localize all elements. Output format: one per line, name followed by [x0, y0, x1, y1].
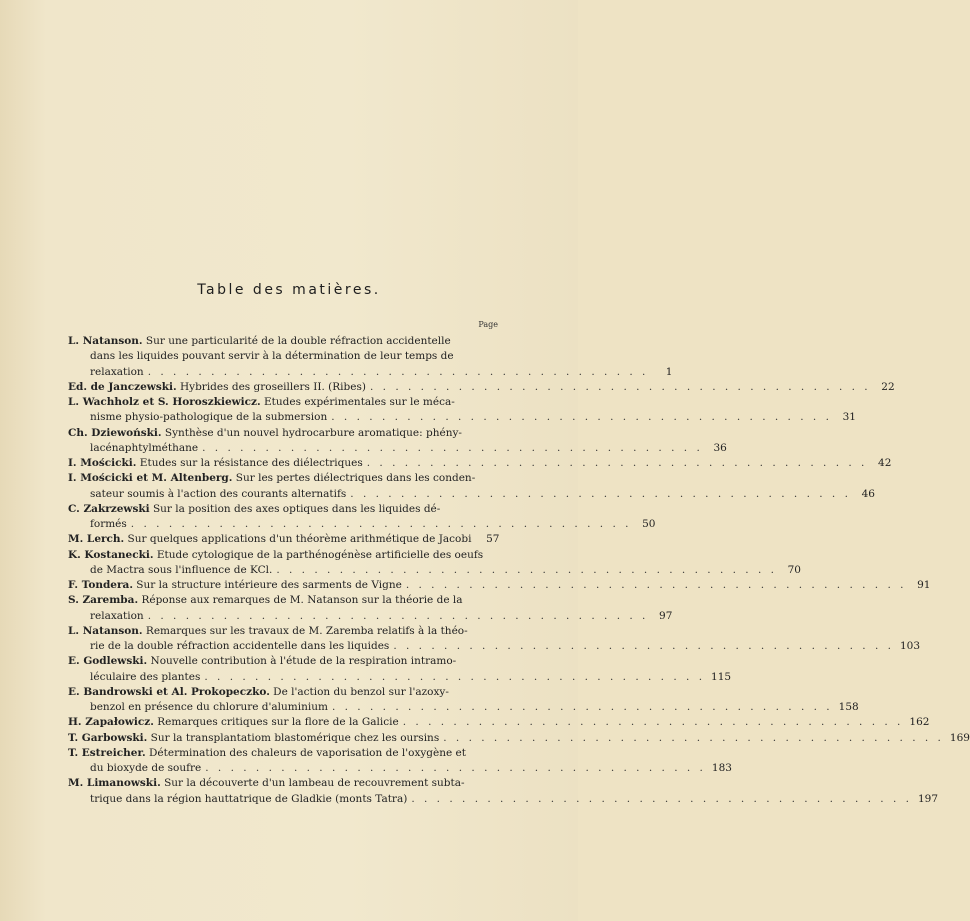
toc-title-group [90, 487, 346, 502]
toc-author: E. Bandrowski et Al. Prokopeczko. [68, 685, 270, 698]
toc-title-text: Synthèse d'un nouvel hydrocarbure aromatique: phény- [161, 426, 462, 439]
toc-entry-line [68, 746, 498, 761]
toc-title-text: Réponse aux remarques de M. Natanson sur la théorie de la [138, 594, 463, 607]
toc-entry-line [68, 776, 498, 791]
toc-entry [68, 334, 673, 380]
toc-title-group [68, 715, 399, 730]
toc-title-text: du bioxyde de soufre [90, 762, 202, 774]
toc-leader-dots: . . . . . . . . . . . . . . . . . . . . . . . . . . . . . . . . . . . . . . . . [276, 563, 777, 576]
toc-entry [68, 395, 856, 426]
toc-author: L. Natanson. [68, 624, 143, 637]
toc-title-text: Etudes sur la résistance des diélectriques [136, 457, 363, 469]
toc-author: I. Mościcki et M. Altenberg. [68, 472, 233, 485]
toc-entry [68, 715, 930, 730]
toc-leader-dots: . . . . . . . . . . . . . . . . . . . . . . . . . . . . . . . . . . . . . . . . [411, 792, 912, 805]
toc-title-text: nisme physio-pathologique de la submersion [90, 411, 328, 424]
toc-title-text: benzol en présence du chlorure d'aluminium [90, 701, 328, 713]
toc-title-text: relaxation [90, 609, 144, 622]
toc-title-group [90, 639, 389, 654]
toc-title-text: Sur la structure intérieure des sarments de Vigne [132, 579, 402, 591]
toc-page-number: 103 [900, 640, 921, 652]
toc-author: M. Limanowski. [68, 777, 161, 790]
toc-page-number: 70 [787, 563, 801, 576]
toc-entry [68, 746, 732, 777]
toc-entry-line [68, 563, 801, 578]
toc-title-group [68, 731, 439, 746]
toc-author: H. Zapałowicz. [68, 716, 154, 729]
toc-page-number: 57 [486, 533, 500, 546]
toc-leader-dots: . . . . . . . . . . . . . . . . . . . . . . . . . . . . . . . . . . . . . . . . [350, 487, 851, 500]
toc-title-group [68, 578, 402, 593]
toc-entry [68, 471, 875, 502]
toc-page-number: 197 [918, 792, 939, 805]
toc-entry-line [68, 456, 892, 471]
toc-author: F. Tondera. [68, 579, 133, 591]
toc-title-text: Etudes expérimentales sur le méca- [260, 396, 455, 408]
toc-author: S. Zaremba. [68, 594, 139, 607]
toc-leader-dots: . . . . . . . . . . . . . . . . . . . . . . . . . . . . . . . . . . . . . . . . [204, 670, 706, 683]
toc-entry [68, 380, 895, 395]
toc-entry-line [68, 426, 498, 441]
toc-title-text: Sur la découverte d'un lambeau de recouvrement subta- [160, 777, 465, 790]
toc-leader-dots: . . . . . . . . . . . . . . . . . . . . . . . . . . . . . . . . . . . . . . . . [202, 441, 703, 454]
page-title: Table des matières. [197, 282, 381, 298]
toc-entry-line [68, 517, 656, 532]
toc-title-text: trique dans la région hauttatrique de Gladkie (monts Tatra) [90, 792, 408, 805]
toc-title-text: Sur la transplantatiom blastomérique chez les oursins [147, 731, 440, 744]
toc-title-text: sateur soumis à l'action des courants alternatifs [90, 487, 347, 500]
toc-entry-line [68, 609, 673, 624]
toc-page-number: 42 [878, 457, 892, 469]
toc-author: M. Lerch. [68, 533, 125, 546]
toc-title-text: Sur la position des axes optiques dans les liquides dé- [149, 502, 441, 515]
toc-leader-dots: . . . . . . . . . . . . . . . . . . . . . . . . . . . . . . . . . . . . . . . . [443, 731, 944, 744]
toc-title-text: Détermination des chaleurs de vaporisation de l'oxygène et [145, 746, 466, 759]
toc-entry [68, 593, 673, 624]
toc-author: E. Godlewski. [68, 655, 148, 668]
toc-entry-line [68, 578, 931, 593]
toc-page-number: 115 [711, 670, 732, 683]
toc-leader-dots: . . . . . . . . . . . . . . . . . . . . . . . . . . . . . . . . . . . . . . . . [331, 411, 832, 424]
toc-entry-line [68, 700, 859, 715]
toc-author: L. Wachholz et S. Horoszkiewicz. [68, 396, 261, 408]
toc-author: C. Zakrzewski [68, 502, 150, 515]
toc-page-number: 169 [949, 731, 970, 744]
toc-author: K. Kostanecki. [68, 548, 154, 561]
toc-title-group [90, 761, 201, 776]
toc-leader-dots: . . . . . . . . . . . . . . . . . . . . . . . . . . . . . . . . . . . . . . . . [369, 380, 871, 393]
toc-title-text: léculaire des plantes [90, 670, 201, 683]
toc-title-group [90, 792, 407, 807]
toc-leader-dots: . . . . . . . . . . . . . . . . . . . . . . . . . . . . . . . . . . . . . . . . [147, 365, 649, 378]
toc-entry-line [68, 532, 498, 547]
toc-entry-line [68, 365, 673, 380]
toc-entry [68, 654, 732, 685]
toc-leader-dots: . . . . . . . . . . . . . . . . . . . . . . . . . . . . . . . . . . . . . . . . [393, 640, 894, 652]
page-column-label: Page [478, 320, 498, 329]
toc-title-text: relaxation [90, 365, 144, 378]
toc-entry [68, 685, 859, 716]
toc-title-text: Sur quelques applications d'un théorème arithmétique de Jacobi [124, 533, 472, 546]
toc-entry-line [68, 380, 895, 395]
toc-page-number: 162 [909, 716, 930, 729]
toc-page-number: 91 [917, 579, 931, 591]
toc-title-group [90, 609, 144, 624]
toc-entry [68, 532, 498, 547]
toc-author: T. Garbowski. [68, 731, 148, 744]
toc-title-text: lacénaphtylméthane [90, 441, 199, 454]
toc-entry-line [68, 395, 498, 410]
toc-entry-line [68, 685, 498, 700]
toc-title-text: Sur une particularité de la double réfraction accidentelle [142, 335, 451, 347]
toc-entry-line [68, 502, 498, 517]
toc-entry-line [68, 761, 732, 776]
toc-title-text: Sur les pertes diélectriques dans les conden- [232, 472, 476, 485]
toc-title-group [68, 532, 471, 547]
toc-leader-dots: . . . . . . . . . . . . . . . . . . . . . . . . . . . . . . . . . . . . . . . . [331, 701, 833, 713]
toc-page-number: 46 [861, 487, 875, 500]
toc-page-number: 1 [665, 365, 673, 378]
toc-leader-dots: . . . . . . . . . . . . . . . . . . . . . . . . . . . . . . . . . . . . . . . . [147, 609, 649, 622]
toc-entry [68, 731, 970, 746]
toc-entry-line [68, 624, 498, 639]
toc-entry [68, 624, 921, 655]
toc-entry-line [68, 731, 970, 746]
toc-title-text: Remarques critiques sur la flore de la Galicie [153, 716, 399, 729]
toc-title-group [90, 700, 328, 715]
toc-author: I. Mościcki. [68, 457, 137, 469]
toc-page-number: 97 [659, 609, 673, 622]
toc-entry [68, 426, 727, 457]
toc-leader-dots: . . . . . . . . . . . . . . . . . . . . . . . . . . . . . . . . . . . . . . . . [205, 762, 706, 774]
toc-title-text: rie de la double réfraction accidentelle dans les liquides [90, 640, 390, 652]
toc-entry-line [68, 639, 921, 654]
toc-entry-line [68, 593, 498, 608]
toc-entry-line [68, 792, 939, 807]
toc-entry-line [68, 654, 498, 669]
toc-entry [68, 502, 656, 533]
toc-page-number: 31 [842, 411, 856, 424]
toc-title-group [68, 380, 366, 395]
toc-entry-line [68, 548, 498, 563]
toc-leader-dots: . . . . . . . . . . . . . . . . . . . . . . . . . . . . . . . . . . . . . . . . [366, 457, 868, 469]
toc-entry-line [68, 471, 498, 486]
toc-title-text: Remarques sur les travaux de M. Zaremba relatifs à la théo- [142, 624, 468, 637]
toc-title-group [90, 410, 327, 425]
toc-entry [68, 776, 939, 807]
toc-entry-line [68, 487, 875, 502]
toc-entry-line [68, 349, 498, 364]
toc-title-group [90, 517, 127, 532]
toc-page-number: 50 [642, 518, 656, 530]
toc-title-text: Etude cytologique de la parthénogénèse artificielle des oeufs [153, 548, 484, 561]
toc-title-group [90, 441, 198, 456]
toc-title-text: Hybrides des groseillers II. (Ribes) [176, 380, 366, 393]
toc-page-number: 36 [713, 441, 727, 454]
toc-author: Ed. de Janczewski. [68, 380, 177, 393]
toc-leader-dots: . . . . . . . . . . . . . . . . . . . . . . . . . . . . . . . . . . . . . . . . [130, 518, 632, 530]
toc-title-text: de Mactra sous l'influence de KCl. [90, 563, 273, 576]
toc-title-text: De l'action du benzol sur l'azoxy- [269, 685, 449, 698]
toc-entry-line [68, 715, 930, 730]
toc-leader-dots: . . . . . . . . . . . . . . . . . . . . . . . . . . . . . . . . . . . . . . . . [405, 579, 907, 591]
toc-title-group [68, 456, 363, 471]
toc-page-number: 158 [838, 701, 859, 713]
toc-author: Ch. Dziewoński. [68, 426, 162, 439]
toc-page-number: 183 [711, 762, 732, 774]
toc-title-text: dans les liquides pouvant servir à la détermination de leur temps de [90, 350, 454, 363]
table-of-contents [68, 334, 970, 807]
toc-leader-dots: . . . . . . . . . . . . . . . . . . . . . . . . . . . . . . . . . . . . . . . . [402, 716, 904, 729]
toc-title-group [90, 670, 200, 685]
toc-entry [68, 456, 892, 471]
toc-author: L. Natanson. [68, 335, 143, 347]
toc-entry [68, 578, 931, 593]
toc-entry [68, 548, 801, 579]
toc-title-group [90, 563, 272, 578]
toc-title-group [90, 365, 144, 380]
toc-page-number: 22 [881, 380, 895, 393]
toc-entry-line [68, 670, 732, 685]
toc-title-text: formés [90, 518, 127, 530]
toc-entry-line [68, 410, 856, 425]
toc-title-text: Nouvelle contribution à l'étude de la respiration intramo- [147, 655, 457, 668]
toc-entry-line [68, 441, 727, 456]
toc-author: T. Estreicher. [68, 746, 146, 759]
toc-entry-line [68, 334, 498, 349]
